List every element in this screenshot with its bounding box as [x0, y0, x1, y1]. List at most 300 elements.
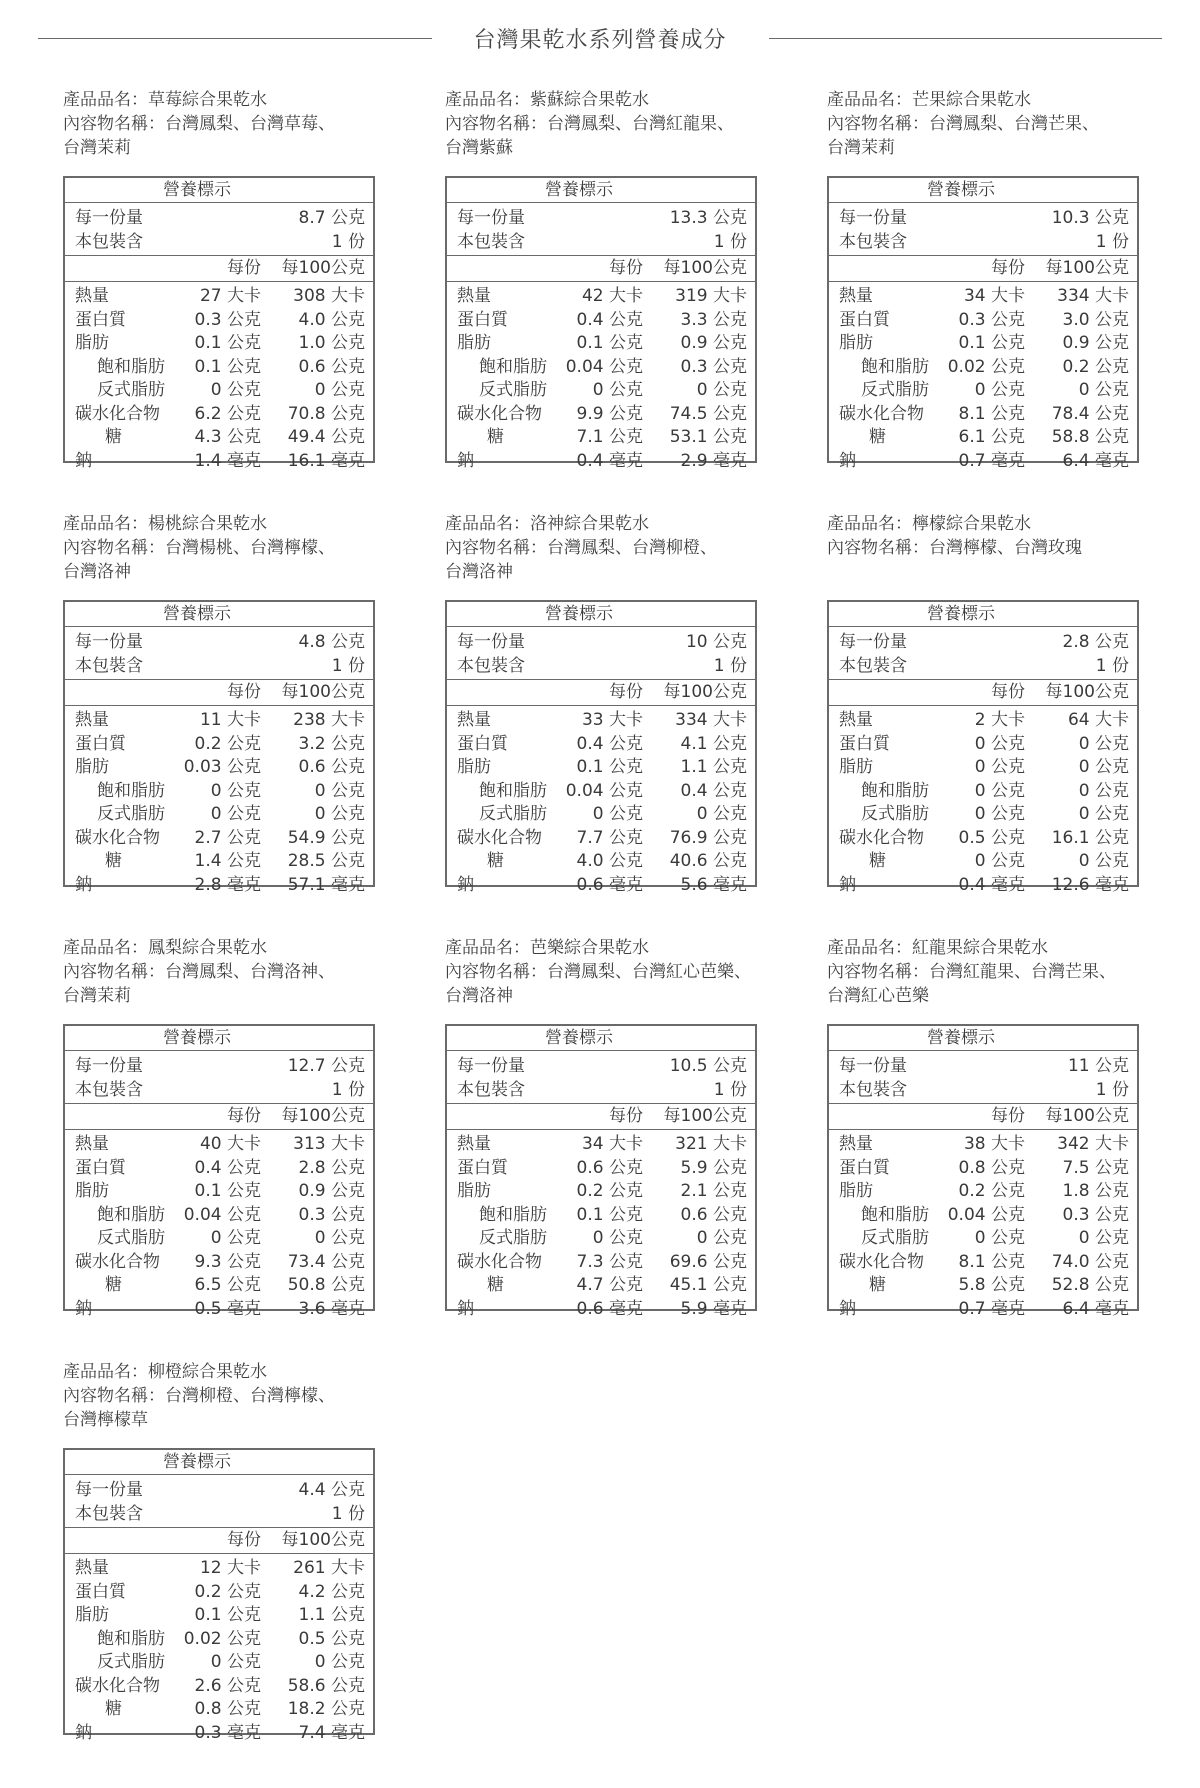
- per-serving-value: 0.04 公克: [947, 1204, 1025, 1225]
- nutrient-row-sat-fat: [65, 356, 373, 380]
- nutrient-label: 糖: [869, 1275, 886, 1295]
- contents-line-2: 台灣茉莉: [827, 138, 895, 158]
- column-header-row: [447, 255, 755, 282]
- per-serving-value: 4.0 公克: [576, 851, 643, 871]
- nutrient-row-carbs: [65, 1675, 373, 1699]
- per-100g-value: 0.3 公克: [680, 356, 747, 377]
- nutrient-label: 鈉: [839, 874, 856, 895]
- per-serving-value: 0.6 毫克: [576, 874, 643, 895]
- per-100g-value: 76.9 公克: [669, 827, 747, 848]
- nutrient-row-sodium: [829, 1298, 1137, 1322]
- product-name-label: 產品品名：: [63, 90, 148, 110]
- per-100g-value: 319 大卡: [675, 286, 747, 306]
- per-100g-value: 0.3 公克: [298, 1204, 365, 1225]
- nutrition-panel: [827, 176, 1139, 471]
- servings-row: [447, 1079, 755, 1103]
- per-100g-value: 0.6 公克: [298, 356, 365, 377]
- nutrient-label: 糖: [105, 1275, 122, 1295]
- product-info: [63, 88, 375, 176]
- product-card: [827, 936, 1139, 1319]
- panel-title: 營養標示: [829, 178, 1137, 203]
- nutrient-row-sodium: [447, 874, 755, 898]
- contents-line: [827, 112, 1139, 136]
- contents-text: 台灣鳳梨、台灣芒果、: [929, 114, 1099, 134]
- nutrient-row-sodium: [65, 1298, 373, 1322]
- nutrient-label: 飽和脂肪: [97, 780, 165, 801]
- servings-label: 本包裝含: [75, 231, 143, 252]
- product-name-line: [827, 512, 1139, 536]
- nutrient-row-trans-fat: [65, 803, 373, 827]
- serving-size-label: 每一份量: [457, 632, 525, 652]
- nutrient-row-energy: [447, 1133, 755, 1157]
- product-name-label: 產品品名：: [445, 90, 530, 110]
- servings-value: 1 份: [1095, 231, 1129, 252]
- per-100g-value: 0.6 公克: [298, 757, 365, 777]
- per-100g-value: 3.6 毫克: [298, 1298, 365, 1319]
- nutrient-label: 脂肪: [839, 333, 873, 353]
- product-info: [445, 88, 757, 176]
- nutrient-row-fat: [447, 332, 755, 356]
- per-serving-header: 每份: [227, 1106, 261, 1126]
- nutrient-label: 熱量: [457, 286, 491, 306]
- nutrient-rows: [447, 706, 755, 897]
- per-serving-value: 0.1 公克: [194, 1605, 261, 1625]
- nutrient-label: 飽和脂肪: [97, 356, 165, 377]
- nutrient-label: 脂肪: [839, 1181, 873, 1201]
- column-header-row: [65, 1527, 373, 1554]
- per-100g-value: 5.9 公克: [680, 1157, 747, 1178]
- nutrition-panel: [63, 600, 375, 895]
- product-name: 鳳梨綜合果乾水: [148, 938, 267, 958]
- nutrient-label: 脂肪: [75, 1605, 109, 1625]
- contents-text: 台灣紅龍果、台灣芒果、: [929, 962, 1116, 982]
- contents-label: 內容物名稱：: [63, 1386, 165, 1406]
- per-serving-value: 0 公克: [974, 733, 1025, 754]
- product-info: [827, 512, 1139, 600]
- per-100g-value: 78.4 公克: [1051, 403, 1129, 424]
- nutrient-row-energy: [65, 285, 373, 309]
- serving-block: [65, 1051, 373, 1103]
- nutrient-row-sugar: [447, 850, 755, 874]
- serving-size-row: [447, 207, 755, 231]
- nutrient-label: 糖: [869, 851, 886, 871]
- serving-size-value: 10.3 公克: [1051, 208, 1129, 228]
- serving-size-row: [65, 1479, 373, 1503]
- column-header-row: [65, 255, 373, 282]
- servings-row: [829, 1079, 1137, 1103]
- serving-block: [447, 203, 755, 255]
- per-serving-value: 0 公克: [974, 380, 1025, 400]
- per-serving-value: 0.6 毫克: [576, 1298, 643, 1319]
- per-100g-value: 52.8 公克: [1051, 1275, 1129, 1295]
- serving-size-row: [829, 1055, 1137, 1079]
- serving-size-value: 2.8 公克: [1062, 632, 1129, 652]
- nutrient-row-fat: [65, 1604, 373, 1628]
- per-serving-header: 每份: [609, 258, 643, 278]
- per-100g-value: 3.0 公克: [1062, 309, 1129, 330]
- serving-size-label: 每一份量: [75, 632, 143, 652]
- nutrient-label: 反式脂肪: [97, 1228, 165, 1248]
- nutrient-rows: [65, 282, 373, 473]
- product-name-label: 產品品名：: [827, 514, 912, 534]
- nutrient-label: 飽和脂肪: [861, 780, 929, 801]
- product-name-line: [63, 512, 375, 536]
- nutrient-row-protein: [829, 1157, 1137, 1181]
- servings-row: [65, 1079, 373, 1103]
- nutrient-row-trans-fat: [829, 803, 1137, 827]
- servings-value: 1 份: [331, 1503, 365, 1524]
- nutrient-row-carbs: [447, 403, 755, 427]
- product-name-label: 產品品名：: [445, 938, 530, 958]
- per-serving-value: 33 大卡: [581, 710, 643, 730]
- nutrient-label: 脂肪: [457, 333, 491, 353]
- per-serving-value: 0.1 公克: [576, 333, 643, 353]
- nutrient-row-trans-fat: [447, 379, 755, 403]
- serving-block: [65, 627, 373, 679]
- product-name: 楊桃綜合果乾水: [148, 514, 267, 534]
- servings-row: [65, 655, 373, 679]
- per-serving-value: 0.3 公克: [958, 309, 1025, 330]
- nutrient-label: 蛋白質: [839, 1157, 890, 1178]
- panel-title: 營養標示: [65, 178, 373, 203]
- per-serving-header: 每份: [991, 682, 1025, 702]
- nutrient-label: 反式脂肪: [861, 1228, 929, 1248]
- per-100g-header: 每100公克: [281, 682, 365, 702]
- nutrient-label: 碳水化合物: [75, 827, 160, 848]
- per-100g-value: 70.8 公克: [287, 403, 365, 424]
- per-100g-value: 1.1 公克: [680, 757, 747, 777]
- per-100g-header: 每100公克: [1045, 1106, 1129, 1126]
- servings-label: 本包裝含: [839, 231, 907, 252]
- per-100g-value: 18.2 公克: [287, 1699, 365, 1719]
- panel-title: 營養標示: [447, 602, 755, 627]
- per-100g-value: 0.9 公克: [680, 333, 747, 353]
- contents-line: [445, 112, 757, 136]
- panel-title: 營養標示: [829, 1026, 1137, 1051]
- servings-label: 本包裝含: [839, 655, 907, 676]
- nutrient-row-carbs: [829, 1251, 1137, 1275]
- nutrient-rows: [65, 706, 373, 897]
- contents-line-2: 台灣洛神: [445, 562, 513, 582]
- nutrient-row-protein: [65, 733, 373, 757]
- product-name-line: [63, 1360, 375, 1384]
- contents-text: 台灣鳳梨、台灣紅龍果、: [547, 114, 734, 134]
- contents-label: 內容物名稱：: [827, 538, 929, 558]
- nutrient-row-carbs: [829, 827, 1137, 851]
- contents-label: 內容物名稱：: [445, 114, 547, 134]
- per-100g-value: 334 大卡: [1057, 286, 1129, 306]
- per-serving-value: 0.5 公克: [958, 827, 1025, 848]
- nutrient-row-sugar: [447, 426, 755, 450]
- product-name: 紫蘇綜合果乾水: [530, 90, 649, 110]
- serving-block: [447, 627, 755, 679]
- per-serving-value: 0 公克: [974, 780, 1025, 801]
- per-100g-value: 6.4 毫克: [1062, 450, 1129, 471]
- product-name-line: [445, 88, 757, 112]
- serving-size-label: 每一份量: [839, 1056, 907, 1076]
- servings-label: 本包裝含: [457, 1079, 525, 1100]
- serving-size-row: [65, 1055, 373, 1079]
- product-name: 洛神綜合果乾水: [530, 514, 649, 534]
- per-serving-value: 0.2 公克: [958, 1181, 1025, 1201]
- column-header-row: [829, 1103, 1137, 1130]
- nutrient-label: 脂肪: [75, 757, 109, 777]
- per-serving-value: 0.1 公克: [576, 757, 643, 777]
- contents-line: [827, 960, 1139, 984]
- per-serving-value: 0.4 公克: [194, 1157, 261, 1178]
- contents-label: 內容物名稱：: [445, 538, 547, 558]
- per-serving-value: 0.3 毫克: [194, 1722, 261, 1743]
- per-serving-value: 4.3 公克: [194, 427, 261, 447]
- nutrition-panel: [445, 1024, 757, 1319]
- nutrient-rows: [65, 1130, 373, 1321]
- servings-row: [447, 231, 755, 255]
- nutrient-row-carbs: [65, 1251, 373, 1275]
- nutrient-label: 飽和脂肪: [479, 356, 547, 377]
- product-name-label: 產品品名：: [63, 938, 148, 958]
- nutrient-label: 鈉: [75, 1722, 92, 1743]
- page-header: [38, 20, 1162, 56]
- nutrient-label: 反式脂肪: [97, 1652, 165, 1672]
- per-serving-header: 每份: [609, 682, 643, 702]
- per-serving-value: 0 公克: [210, 780, 261, 801]
- servings-value: 1 份: [1095, 655, 1129, 676]
- per-serving-value: 0 公克: [210, 380, 261, 400]
- per-100g-value: 74.5 公克: [669, 403, 747, 424]
- serving-block: [829, 203, 1137, 255]
- nutrient-row-protein: [829, 733, 1137, 757]
- contents-line: [63, 1384, 375, 1408]
- nutrient-label: 熱量: [839, 710, 873, 730]
- per-serving-value: 0.2 公克: [194, 733, 261, 754]
- per-serving-value: 9.9 公克: [576, 403, 643, 424]
- nutrient-label: 碳水化合物: [75, 403, 160, 424]
- product-card: [63, 936, 375, 1319]
- per-100g-value: 4.1 公克: [680, 733, 747, 754]
- nutrient-label: 碳水化合物: [457, 1251, 542, 1272]
- servings-row: [65, 1503, 373, 1527]
- per-100g-value: 0 公克: [696, 1228, 747, 1248]
- panel-title: 營養標示: [65, 602, 373, 627]
- nutrient-label: 熱量: [75, 1134, 109, 1154]
- nutrient-label: 脂肪: [457, 1181, 491, 1201]
- nutrient-row-sugar: [829, 426, 1137, 450]
- serving-size-row: [65, 631, 373, 655]
- panel-title: 營養標示: [447, 1026, 755, 1051]
- per-100g-value: 45.1 公克: [669, 1275, 747, 1295]
- per-100g-value: 0.2 公克: [1062, 356, 1129, 377]
- nutrient-label: 鈉: [457, 450, 474, 471]
- per-100g-value: 0 公克: [696, 380, 747, 400]
- nutrient-label: 碳水化合物: [457, 403, 542, 424]
- nutrient-label: 蛋白質: [839, 733, 890, 754]
- per-serving-value: 0.1 公克: [194, 333, 261, 353]
- serving-size-row: [829, 207, 1137, 231]
- nutrient-label: 糖: [105, 427, 122, 447]
- per-100g-value: 5.6 毫克: [680, 874, 747, 895]
- nutrient-row-sat-fat: [447, 356, 755, 380]
- per-serving-value: 0.5 毫克: [194, 1298, 261, 1319]
- per-serving-value: 0.4 公克: [576, 733, 643, 754]
- column-header-row: [829, 679, 1137, 706]
- product-card: [445, 936, 757, 1319]
- panel-title: 營養標示: [65, 1450, 373, 1475]
- per-serving-value: 2.8 毫克: [194, 874, 261, 895]
- nutrient-row-carbs: [447, 1251, 755, 1275]
- per-serving-value: 0.1 公克: [958, 333, 1025, 353]
- per-100g-value: 0 公克: [314, 804, 365, 824]
- contents-label: 內容物名稱：: [63, 538, 165, 558]
- column-header-row: [447, 1103, 755, 1130]
- per-serving-value: 27 大卡: [199, 286, 261, 306]
- serving-size-value: 12.7 公克: [287, 1056, 365, 1076]
- nutrient-label: 蛋白質: [839, 309, 890, 330]
- nutrient-label: 糖: [487, 427, 504, 447]
- contents-line-2: 台灣紅心芭樂: [827, 986, 929, 1006]
- per-serving-value: 9.3 公克: [194, 1251, 261, 1272]
- per-100g-value: 58.8 公克: [1051, 427, 1129, 447]
- per-serving-value: 0.3 公克: [194, 309, 261, 330]
- nutrient-row-carbs: [65, 403, 373, 427]
- per-100g-value: 0 公克: [314, 780, 365, 801]
- serving-block: [65, 1475, 373, 1527]
- per-100g-value: 308 大卡: [293, 286, 365, 306]
- product-name-label: 產品品名：: [445, 514, 530, 534]
- nutrition-panel: [63, 176, 375, 471]
- per-100g-value: 0 公克: [1078, 851, 1129, 871]
- nutrient-label: 碳水化合物: [75, 1251, 160, 1272]
- product-name: 柳橙綜合果乾水: [148, 1362, 267, 1382]
- product-info: [445, 936, 757, 1024]
- serving-size-label: 每一份量: [457, 208, 525, 228]
- product-card: [827, 88, 1139, 471]
- nutrient-row-sugar: [829, 850, 1137, 874]
- product-name-line: [827, 88, 1139, 112]
- per-100g-value: 321 大卡: [675, 1134, 747, 1154]
- nutrient-label: 反式脂肪: [479, 380, 547, 400]
- nutrient-row-sugar: [65, 426, 373, 450]
- servings-value: 1 份: [713, 231, 747, 252]
- per-serving-value: 0 公克: [974, 1228, 1025, 1248]
- product-name-line: [445, 512, 757, 536]
- contents-text: 台灣檸檬、台灣玫瑰: [929, 538, 1082, 558]
- product-name-label: 產品品名：: [827, 90, 912, 110]
- nutrient-label: 飽和脂肪: [479, 1204, 547, 1225]
- per-serving-value: 2.7 公克: [194, 827, 261, 848]
- per-serving-header: 每份: [227, 1530, 261, 1550]
- nutrient-label: 熱量: [75, 286, 109, 306]
- product-info: [827, 88, 1139, 176]
- column-header-row: [447, 679, 755, 706]
- per-100g-value: 28.5 公克: [287, 851, 365, 871]
- nutrient-row-fat: [447, 756, 755, 780]
- per-100g-value: 50.8 公克: [287, 1275, 365, 1295]
- nutrient-label: 糖: [105, 851, 122, 871]
- nutrient-row-sodium: [65, 1722, 373, 1746]
- per-serving-value: 0 公克: [210, 1228, 261, 1248]
- per-100g-value: 3.2 公克: [298, 733, 365, 754]
- contents-line-2: 台灣洛神: [445, 986, 513, 1006]
- contents-text: 台灣鳳梨、台灣草莓、: [165, 114, 335, 134]
- contents-line: [63, 536, 375, 560]
- per-serving-value: 0.04 公克: [565, 356, 643, 377]
- nutrient-row-carbs: [65, 827, 373, 851]
- per-serving-header: 每份: [991, 1106, 1025, 1126]
- nutrient-row-sodium: [65, 874, 373, 898]
- per-100g-value: 0 公克: [1078, 780, 1129, 801]
- nutrient-row-sugar: [65, 1274, 373, 1298]
- nutrient-label: 糖: [869, 427, 886, 447]
- per-serving-header: 每份: [227, 682, 261, 702]
- per-100g-value: 261 大卡: [293, 1558, 365, 1578]
- servings-label: 本包裝含: [457, 655, 525, 676]
- per-serving-value: 4.7 公克: [576, 1275, 643, 1295]
- per-100g-value: 0.9 公克: [298, 1181, 365, 1201]
- serving-size-row: [447, 631, 755, 655]
- nutrient-row-protein: [65, 1581, 373, 1605]
- nutrient-label: 碳水化合物: [839, 1251, 924, 1272]
- per-100g-value: 54.9 公克: [287, 827, 365, 848]
- contents-text: 台灣鳳梨、台灣柳橙、: [547, 538, 717, 558]
- contents-line: [445, 536, 757, 560]
- nutrient-label: 碳水化合物: [75, 1675, 160, 1696]
- contents-text: 台灣鳳梨、台灣紅心芭樂、: [547, 962, 751, 982]
- nutrient-row-sodium: [447, 1298, 755, 1322]
- serving-size-value: 4.8 公克: [298, 632, 365, 652]
- product-card: [445, 512, 757, 895]
- nutrient-row-sat-fat: [829, 356, 1137, 380]
- nutrient-label: 碳水化合物: [839, 827, 924, 848]
- serving-size-row: [447, 1055, 755, 1079]
- servings-value: 1 份: [713, 1079, 747, 1100]
- per-serving-value: 5.8 公克: [958, 1275, 1025, 1295]
- nutrient-row-energy: [65, 709, 373, 733]
- contents-label: 內容物名稱：: [827, 114, 929, 134]
- per-100g-value: 1.8 公克: [1062, 1181, 1129, 1201]
- contents-line: [445, 960, 757, 984]
- servings-value: 1 份: [331, 1079, 365, 1100]
- nutrient-row-sat-fat: [829, 1204, 1137, 1228]
- servings-label: 本包裝含: [457, 231, 525, 252]
- per-100g-value: 334 大卡: [675, 710, 747, 730]
- servings-label: 本包裝含: [75, 1503, 143, 1524]
- per-serving-value: 1.4 公克: [194, 851, 261, 871]
- nutrient-label: 鈉: [839, 450, 856, 471]
- serving-block: [829, 627, 1137, 679]
- serving-size-value: 10 公克: [685, 632, 747, 652]
- per-100g-value: 3.3 公克: [680, 309, 747, 330]
- nutrient-label: 脂肪: [75, 1181, 109, 1201]
- nutrient-label: 反式脂肪: [479, 804, 547, 824]
- nutrient-row-trans-fat: [65, 379, 373, 403]
- per-100g-value: 313 大卡: [293, 1134, 365, 1154]
- per-serving-value: 0.02 公克: [183, 1628, 261, 1649]
- product-name: 紅龍果綜合果乾水: [912, 938, 1048, 958]
- per-serving-value: 0 公克: [974, 757, 1025, 777]
- per-serving-value: 0.1 公克: [194, 356, 261, 377]
- per-serving-value: 0.7 毫克: [958, 450, 1025, 471]
- per-100g-header: 每100公克: [281, 258, 365, 278]
- per-serving-value: 7.1 公克: [576, 427, 643, 447]
- nutrient-row-sat-fat: [447, 1204, 755, 1228]
- nutrient-row-sodium: [829, 874, 1137, 898]
- per-serving-value: 0.1 公克: [194, 1181, 261, 1201]
- nutrient-rows: [447, 282, 755, 473]
- nutrient-row-sodium: [829, 450, 1137, 474]
- nutrient-row-trans-fat: [447, 1227, 755, 1251]
- nutrient-label: 糖: [105, 1699, 122, 1719]
- per-serving-value: 2 大卡: [974, 710, 1025, 730]
